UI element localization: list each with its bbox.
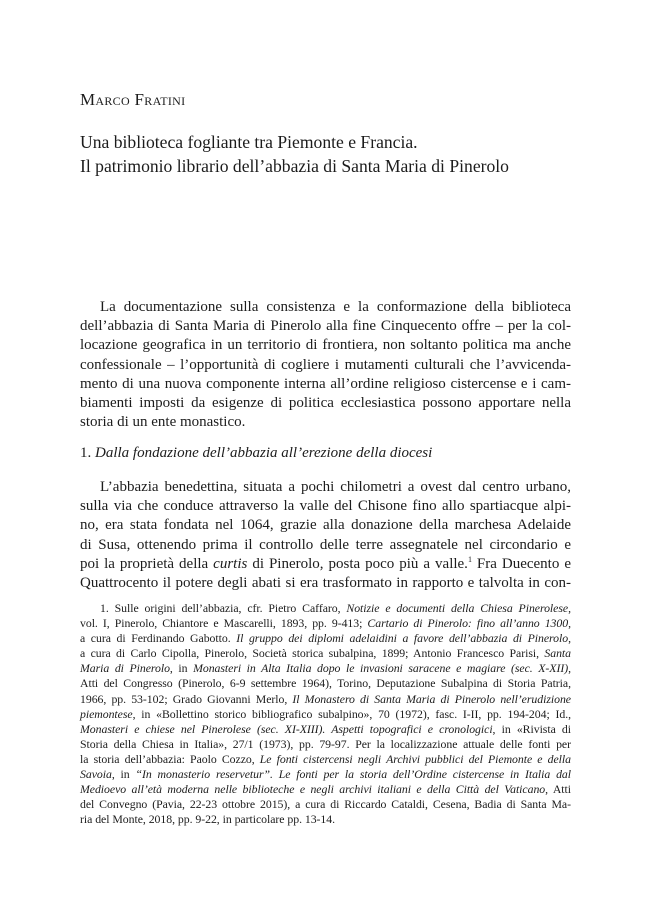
text-run: , — [568, 601, 571, 615]
italic-title: Le fonti cistercensi negli Archivi pubblici del Piemonte e della — [259, 751, 571, 766]
italic-title: Il gruppo dei diplomi adelaidini a favore dell’abbazia di Pinerolo — [236, 631, 569, 646]
text-run: a cura di Carlo Cipolla, Pinerolo, Società storica subalpina, 1899; Antonio Francesco Parisi, — [80, 646, 545, 661]
title-line: Una biblioteca fogliante tra Piemonte e Francia. — [80, 132, 418, 152]
body-line: no, era stata fondata nel 1064, grazie alla donazione della marchesa Adelaide — [80, 517, 571, 534]
footnote-ref[interactable]: 1 — [467, 554, 472, 564]
footnote-line — [80, 767, 571, 782]
italic-title: “In monasterio reservetur”. Le fonti per la storia dell’Ordine cistercense in Italia dal — [135, 767, 571, 782]
footnote-line — [80, 692, 571, 707]
abstract-line: mento di una nuova componente interna all’ordine religioso cistercense e i cam- — [80, 375, 571, 392]
italic-title: Santa — [544, 646, 571, 661]
section-number: 1. — [80, 445, 92, 461]
italic-title: Il Monastero di Santa Maria di Pinerolo nell’erudizione — [292, 691, 571, 706]
footnote-line — [80, 631, 571, 646]
article-title — [80, 131, 580, 178]
italic-title: Monasteri e chiese nel Pinerolese (sec. XI-XIII). Aspetti topografici e cronologici — [80, 721, 493, 736]
body-line: Quattrocento il potere degli abati si era trasformato in rapporto e talvolta in con- — [80, 575, 571, 592]
title-line: Il patrimonio librario dell’abbazia di Santa Maria di Pinerolo — [80, 155, 509, 176]
footnote-line — [80, 782, 571, 797]
footnote-line: ria del Monte, 2018, pp. 9-22, in particolare pp. 13-14. — [80, 812, 336, 827]
text-run: la storia dell’abbazia: Paolo Cozzo, — [80, 751, 260, 766]
text-run: a cura di Ferdinando Gabotto. — [80, 631, 237, 646]
body-line — [80, 555, 571, 574]
body-text — [80, 478, 571, 593]
text-run: , in «Bollettino storico bibliografico subalpino», 70 (1972), fasc. I-II, pp. 194-204; Id., — [132, 706, 571, 721]
abstract-line: storia di un ente monastico. — [80, 414, 246, 431]
text-run: , in — [111, 767, 136, 782]
footnote-line: del Convegno (Pavia, 22-23 ottobre 2015), a cura di Riccardo Cataldi, Cesena, Badia di Santa Ma- — [80, 797, 571, 812]
abstract-line: biamenti imposti da esigenze di politica ecclesiastica possono apportare nella — [80, 395, 571, 412]
abstract — [80, 298, 571, 432]
text-run: , Atti — [545, 782, 571, 797]
abstract-line: locazione geografica in un territorio di frontiera, non soltanto politica ma anche — [80, 337, 571, 354]
text-run: vol. I, Pinerolo, Chiantore e Mascarelli, 1893, pp. 9-413; — [80, 616, 368, 631]
footnote-line: Atti del Congresso (Pinerolo, 6-9 settembre 1964), Torino, Deputazione Subalpina di Storia Patria, — [80, 676, 571, 691]
text-run: , in «Rivista di — [492, 721, 571, 736]
body-line: L’abbazia benedettina, situata a pochi chilometri a ovest dal centro urbano, — [100, 479, 571, 495]
footnote-1 — [80, 601, 571, 827]
footnote-line: Storia della Chiesa in Italia», 27/1 (1973), pp. 79-97. Per la localizzazione attuale delle fonti per — [80, 736, 571, 751]
italic-title: Savoia — [80, 767, 112, 782]
text-run: , — [568, 616, 572, 631]
author-name: Marco Fratini — [80, 90, 186, 109]
footnote-line — [80, 707, 571, 722]
footnote-line — [80, 722, 571, 737]
text-run: , — [568, 661, 571, 676]
italic-title: Cartario di Pinerolo: fino all’anno 1300 — [367, 616, 569, 631]
section-heading — [80, 445, 432, 462]
body-line: di Susa, ottenendo prima il controllo delle terre assegnatele nel circondario e — [80, 536, 571, 553]
italic-title: piemontese — [80, 706, 133, 721]
abstract-line: confessionale – l’opportunità di cogliere i mutamenti culturali che l’avvicenda- — [80, 356, 571, 373]
footnote-line — [80, 616, 571, 631]
text-run: 1966, pp. 53-102; Grado Giovanni Merlo, — [80, 691, 293, 706]
text-run: di Pinerolo, posta poco più a valle. — [247, 555, 468, 572]
text-run: poi la proprietà della — [80, 555, 214, 572]
text-run: , in — [169, 661, 194, 676]
footnote-line — [80, 752, 571, 767]
abstract-line: dell’abbazia di Santa Maria di Pinerolo alla fine Cinquecento offre – per la col- — [80, 318, 571, 335]
text-run: , — [568, 631, 571, 646]
footnote-line — [80, 661, 571, 676]
abstract-line: La documentazione sulla consistenza e la conformazione della biblioteca — [100, 299, 571, 315]
italic-title: Monasteri in Alta Italia dopo le invasioni saracene e magiare (sec. X-XII) — [193, 661, 569, 676]
body-line: sulla via che conduce attraverso la valle del Chisone fino allo spartiacque alpi- — [80, 498, 571, 515]
italic-title: Maria di Pinerolo — [80, 661, 170, 676]
text-run: Fra Duecento e — [471, 555, 571, 572]
footnote-line — [80, 601, 571, 616]
italic-title: Medioevo all’età moderna nelle biblioteche e negli archivi italiani e della Città del Vaticano — [80, 782, 546, 797]
italic-term: curtis — [213, 555, 248, 572]
text-run: 1. Sulle origini dell’abbazia, cfr. Pietro Caffaro, — [100, 601, 347, 615]
footnote-line — [80, 646, 571, 661]
section-title: Dalla fondazione dell’abbazia all’erezione della diocesi — [95, 445, 433, 461]
italic-title: Notizie e documenti della Chiesa Pinerolese — [346, 601, 569, 615]
